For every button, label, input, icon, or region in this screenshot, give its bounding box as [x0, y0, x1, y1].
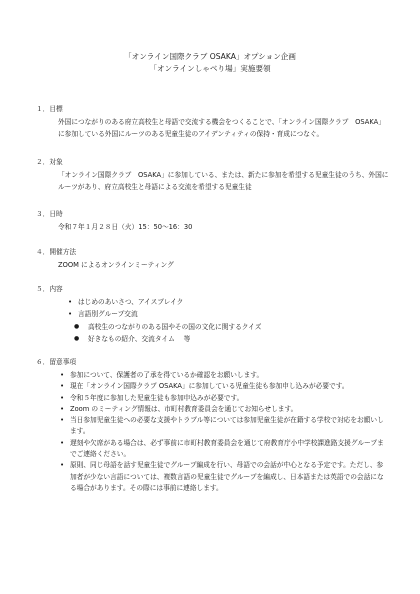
list-item: • Zoom のミーティング情報は、市町村教育委員会を通じてお知らせします。 [60, 404, 386, 415]
list-item: • はじめのあいさつ、アイスブレイク [68, 297, 392, 309]
body-line: ルーツがあり、府立高校生と母語による交流を希望する児童生徒 [58, 182, 252, 191]
body-line: に参加している外国にルーツのある児童生徒のアイデンティティの保持・育成につなぐ。 [58, 129, 324, 138]
title-line-2: 「オンラインしゃべり場」実施要領 [149, 64, 271, 73]
list-item: • 遅刻や欠席がある場合は、必ず事前に市町村教育委員会を通じて府教育庁小中学校課進路支援グループまでご連絡ください。 [60, 438, 386, 461]
list-item: • 当日参加児童生徒への必要な支援やトラブル等については参加児童生徒が在籍する学校で対応をお願いします。 [60, 415, 386, 438]
method-text: ZOOM によるオンラインミーティング [58, 261, 174, 269]
document-title [0, 51, 420, 75]
list-item: • 現在「オンライン国際クラブ OSAKA」に参加している児童生徒も参加申し込みが必要です。 [60, 381, 386, 392]
section-notes [36, 357, 392, 494]
title-line-1: 「オンライン国際クラブ OSAKA」オプション企画 [124, 52, 296, 61]
section-heading: ４．開催方法 [36, 248, 77, 256]
section-heading: ２．対象 [36, 158, 63, 166]
section-heading: １．目標 [36, 105, 63, 113]
content-sublist [36, 321, 392, 345]
list-item: • 参加について、保護者の了承を得ているか確認をお願いします。 [60, 370, 386, 381]
body-line: 外国につながりのある府立高校生と母語で交流する機会をつくることで、「オンライン国際クラブ OSAKA」 [58, 118, 385, 126]
sublist-item: ● 好きなもの紹介、交流タイム 等 [74, 333, 392, 345]
section-method [36, 247, 392, 272]
notes-list [36, 370, 392, 494]
list-item: • 令和５年度に参加した児童生徒も参加申込みが必要です。 [60, 393, 386, 404]
sublist-item: ● 高校生のつながりのある国やその国の文化に関するクイズ [74, 321, 392, 333]
section-heading: ３．日時 [36, 210, 63, 218]
section-datetime [36, 209, 392, 234]
section-heading: ５．内容 [36, 285, 63, 293]
section-body [36, 117, 392, 140]
content-list [36, 297, 392, 321]
datetime-text: 令和７年１月２８日（火）15：50～16：30 [58, 223, 193, 231]
section-goal [36, 104, 392, 140]
body-line: 「オンライン国際クラブ OSAKA」に参加している、または、新たに参加を希望する児童生徒のうち、外国に [58, 171, 389, 179]
section-content [36, 284, 392, 345]
section-heading: ６．留意事項 [36, 358, 77, 366]
list-item: • 原則、同じ母語を話す児童生徒でグループ編成を行い、母語での会話が中心となる予定です。ただし、参加者が少ない言語については、複数言語の児童生徒でグループを編成し、日本語または英語での会話になる場合があります。その際には事前に連絡します。 [60, 460, 386, 494]
section-body [36, 170, 392, 193]
section-target [36, 157, 392, 193]
list-item: • 言語別グループ交流 [68, 309, 392, 321]
